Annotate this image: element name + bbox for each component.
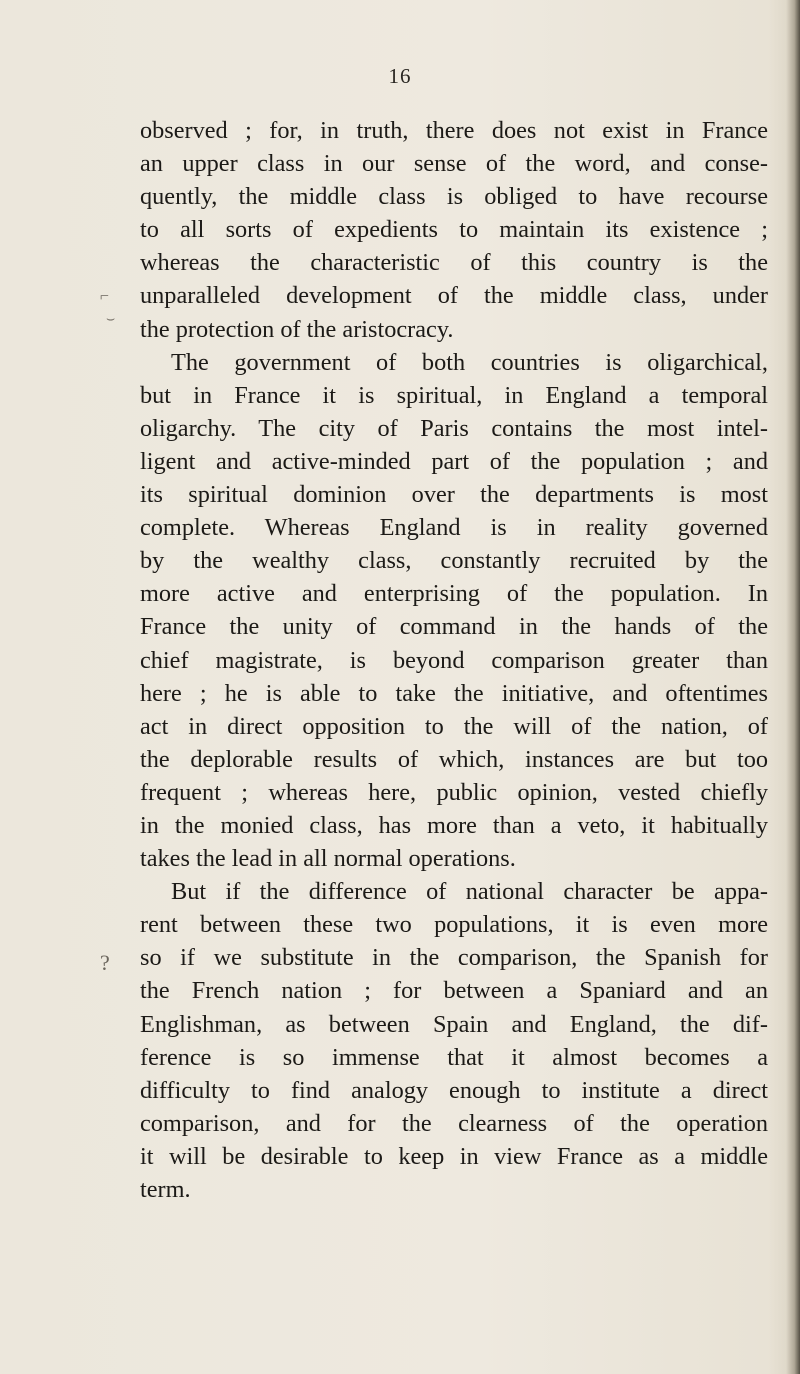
text-line: the French nation ; for between a Spaniard and an bbox=[140, 977, 768, 1005]
text-line: to all sorts of expedients to maintain its existence ; bbox=[140, 216, 768, 244]
margin-pencil-mark: ⌐ bbox=[100, 288, 110, 305]
margin-pencil-mark: ⌣ bbox=[106, 312, 116, 327]
text-line: complete. Whereas England is in reality governed bbox=[140, 514, 768, 542]
text-line: comparison, and for the clearness of the operation bbox=[140, 1109, 768, 1137]
text-line: But if the difference of national character be appa- bbox=[171, 878, 768, 906]
text-line: quently, the middle class is obliged to have recourse bbox=[140, 183, 768, 211]
text-line: by the wealthy class, constantly recruited by the bbox=[140, 547, 768, 575]
body-text bbox=[140, 114, 768, 1206]
text-line: in the monied class, has more than a veto, it habitually bbox=[140, 811, 768, 839]
text-line: ligent and active-minded part of the population ; and bbox=[140, 447, 768, 475]
text-line: Englishman, as between Spain and England, the dif- bbox=[140, 1010, 768, 1038]
text-line: it will be desirable to keep in view France as a middle bbox=[140, 1142, 768, 1170]
text-line: difficulty to find analogy enough to institute a direct bbox=[140, 1076, 768, 1104]
text-line: so if we substitute in the comparison, the Spanish for bbox=[140, 944, 768, 972]
page-edge-shadow bbox=[786, 0, 800, 1374]
text-line: frequent ; whereas here, public opinion, vested chiefly bbox=[140, 778, 768, 806]
text-line: the protection of the aristocracy. bbox=[140, 315, 454, 343]
text-line: the deplorable results of which, instances are but too bbox=[140, 745, 768, 773]
text-line: act in direct opposition to the will of the nation, of bbox=[140, 712, 768, 740]
text-line: takes the lead in all normal operations. bbox=[140, 845, 516, 873]
text-line: rent between these two populations, it is even more bbox=[140, 911, 768, 939]
text-line: whereas the characteristic of this country is the bbox=[140, 249, 768, 277]
page-number: 16 bbox=[388, 64, 412, 88]
margin-question-mark: ? bbox=[100, 950, 110, 975]
text-line: unparalleled development of the middle class, under bbox=[140, 282, 768, 310]
text-line: term. bbox=[140, 1176, 191, 1203]
text-line: The government of both countries is oligarchical, bbox=[171, 348, 768, 376]
text-line: oligarchy. The city of Paris contains the most intel- bbox=[140, 414, 768, 442]
text-line: but in France it is spiritual, in England a temporal bbox=[140, 381, 768, 409]
text-line: chief magistrate, is beyond comparison greater than bbox=[140, 646, 768, 674]
text-line: more active and enterprising of the population. In bbox=[140, 580, 768, 608]
text-line: here ; he is able to take the initiative, and oftentimes bbox=[140, 679, 768, 707]
text-line: France the unity of command in the hands of the bbox=[140, 613, 768, 641]
text-line: ference is so immense that it almost becomes a bbox=[140, 1043, 768, 1071]
text-line: observed ; for, in truth, there does not exist in France bbox=[140, 117, 768, 144]
text-line: an upper class in our sense of the word, and conse- bbox=[140, 150, 768, 178]
text-line: its spiritual dominion over the departments is most bbox=[140, 481, 768, 509]
